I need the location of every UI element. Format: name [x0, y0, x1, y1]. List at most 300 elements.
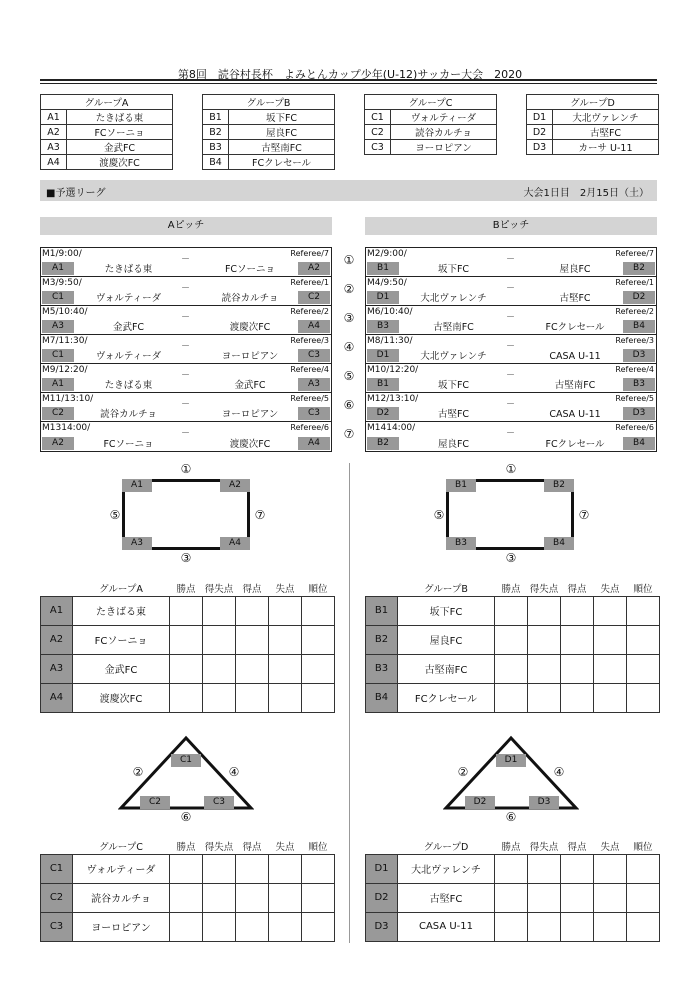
- team-name-right: 読谷カルチョ: [221, 293, 279, 304]
- referee-label: Referee/7: [615, 249, 654, 258]
- col-header: 順位: [308, 583, 328, 595]
- round-number: ③: [343, 311, 355, 325]
- cell[interactable]: [203, 883, 236, 912]
- title-rule: [40, 83, 657, 84]
- team-code: D2: [527, 125, 553, 140]
- cell[interactable]: [528, 625, 561, 654]
- match-number: M8/11:30/: [367, 336, 413, 346]
- cell[interactable]: [236, 683, 269, 712]
- team-code-left: A2: [42, 437, 74, 450]
- title-rule: [40, 79, 657, 81]
- team-code-left: B1: [367, 378, 399, 391]
- team-name: たきばる東: [67, 110, 173, 125]
- round-number: ②: [343, 282, 355, 296]
- team-code: A1: [41, 110, 67, 125]
- referee-label: Referee/6: [615, 423, 654, 432]
- team-code-left: C2: [42, 407, 74, 420]
- cell[interactable]: [302, 683, 335, 712]
- col-header: 得点: [567, 841, 587, 853]
- team-code: A3: [41, 654, 73, 683]
- match-number: M1314:00/: [42, 423, 91, 433]
- standings-group-a: [40, 580, 335, 713]
- corner-label: A1: [122, 479, 152, 492]
- cell[interactable]: [594, 683, 627, 712]
- match-number: M12/13:10/: [367, 394, 419, 404]
- versus-dash: －: [506, 429, 516, 439]
- match-row: [366, 393, 656, 422]
- cell[interactable]: [495, 683, 528, 712]
- team-code-right: C2: [298, 291, 330, 304]
- group-row: [365, 110, 497, 125]
- group-header: グループC: [365, 95, 497, 110]
- group-header: グループB: [203, 95, 335, 110]
- round-number: ④: [343, 340, 355, 354]
- team-name-right: 渡慶次FC: [229, 322, 271, 333]
- cell[interactable]: [236, 625, 269, 654]
- cell[interactable]: [203, 683, 236, 712]
- cell[interactable]: [627, 854, 660, 883]
- section-band: [40, 180, 657, 201]
- versus-dash: －: [181, 255, 191, 265]
- round-marker: ⑦: [254, 508, 266, 522]
- versus-dash: －: [181, 371, 191, 381]
- team-code-right: A4: [298, 320, 330, 333]
- team-name-left: たきばる東: [104, 264, 153, 275]
- cell[interactable]: [594, 654, 627, 683]
- team-code: D1: [527, 110, 553, 125]
- team-name: カーサ U-11: [553, 140, 659, 155]
- cell[interactable]: [561, 654, 594, 683]
- corner-label: A2: [220, 479, 250, 492]
- group-row: [365, 140, 497, 155]
- team-name: ヨーロピアン: [391, 140, 497, 155]
- match-row: [41, 277, 331, 306]
- cell[interactable]: [170, 883, 203, 912]
- table-row: [41, 854, 335, 883]
- cell[interactable]: [561, 912, 594, 941]
- round-marker: ⑤: [433, 508, 445, 522]
- cell[interactable]: [495, 883, 528, 912]
- cell[interactable]: [170, 854, 203, 883]
- cell[interactable]: [170, 912, 203, 941]
- team-name-right: 屋良FC: [559, 264, 591, 275]
- standings-title: グループC: [99, 841, 143, 853]
- team-name-left: ヴォルティーダ: [95, 293, 162, 304]
- cell[interactable]: [627, 654, 660, 683]
- group-table-d: [526, 94, 659, 155]
- team-code: B3: [203, 140, 229, 155]
- cell[interactable]: [561, 625, 594, 654]
- team-code: C3: [41, 912, 73, 941]
- cell[interactable]: [203, 654, 236, 683]
- col-header: 失点: [600, 583, 620, 595]
- match-number: M3/9:50/: [42, 278, 82, 288]
- cell[interactable]: [594, 912, 627, 941]
- cell[interactable]: [594, 883, 627, 912]
- cell[interactable]: [528, 683, 561, 712]
- team-name-right: FCクレセール: [545, 439, 605, 450]
- match-row: [41, 422, 331, 451]
- col-header: 得失点: [529, 841, 559, 853]
- team-code: B3: [366, 654, 398, 683]
- team-code-left: A1: [42, 262, 74, 275]
- match-row: [366, 277, 656, 306]
- cell[interactable]: [302, 854, 335, 883]
- cell[interactable]: [495, 854, 528, 883]
- team-name: 古堅南FC: [398, 654, 495, 683]
- team-name: 大北ヴァレンチ: [553, 110, 659, 125]
- cell[interactable]: [528, 883, 561, 912]
- standings-group-d: [365, 838, 660, 942]
- team-code: B2: [366, 625, 398, 654]
- cell[interactable]: [627, 683, 660, 712]
- match-number: M7/11:30/: [42, 336, 88, 346]
- team-name: 金武FC: [67, 140, 173, 155]
- match-number: M10/12:20/: [367, 365, 419, 375]
- team-code: A2: [41, 625, 73, 654]
- col-header: 勝点: [501, 841, 521, 853]
- cell[interactable]: [236, 654, 269, 683]
- referee-label: Referee/2: [615, 307, 654, 316]
- team-code-right: A2: [298, 262, 330, 275]
- round-marker: ⑥: [180, 810, 192, 824]
- table-row: [41, 625, 335, 654]
- round-marker: ⑦: [578, 508, 590, 522]
- corner-label: C2: [140, 796, 170, 809]
- team-code: D1: [366, 854, 398, 883]
- team-code-right: D3: [623, 349, 655, 362]
- referee-label: Referee/1: [290, 278, 329, 287]
- cell[interactable]: [236, 883, 269, 912]
- cell[interactable]: [528, 596, 561, 625]
- versus-dash: －: [506, 371, 516, 381]
- team-name: FCクレセール: [229, 155, 335, 170]
- team-code: A2: [41, 125, 67, 140]
- team-code-right: B3: [623, 378, 655, 391]
- match-number: M9/12:20/: [42, 365, 88, 375]
- team-name-right: 金武FC: [234, 380, 266, 391]
- cell[interactable]: [561, 596, 594, 625]
- team-code-right: A4: [298, 437, 330, 450]
- round-marker: ②: [132, 765, 144, 779]
- team-name-left: たきばる東: [104, 380, 153, 391]
- team-name-right: 渡慶次FC: [229, 439, 271, 450]
- col-header: 失点: [275, 841, 295, 853]
- cell[interactable]: [302, 883, 335, 912]
- cell[interactable]: [302, 596, 335, 625]
- round-marker: ③: [180, 551, 192, 565]
- col-header: 得失点: [204, 583, 234, 595]
- team-code: C1: [41, 854, 73, 883]
- cell[interactable]: [495, 654, 528, 683]
- col-header: 得点: [242, 583, 262, 595]
- match-row: [366, 306, 656, 335]
- group-row: [203, 125, 335, 140]
- team-name: 読谷カルチョ: [73, 883, 170, 912]
- round-marker: ⑤: [109, 508, 121, 522]
- group-row: [41, 140, 173, 155]
- group-table-a: [40, 94, 173, 170]
- cell[interactable]: [203, 625, 236, 654]
- match-row: [41, 393, 331, 422]
- cell[interactable]: [627, 883, 660, 912]
- group-row: [41, 110, 173, 125]
- team-code: B2: [203, 125, 229, 140]
- cell[interactable]: [594, 596, 627, 625]
- group-row: [203, 140, 335, 155]
- referee-label: Referee/3: [615, 336, 654, 345]
- team-name-right: CASA U-11: [549, 409, 601, 420]
- team-code: C3: [365, 140, 391, 155]
- cell[interactable]: [594, 854, 627, 883]
- standings-title: グループD: [423, 841, 469, 853]
- section-date: 大会1日目 2月15日（土）: [523, 188, 649, 199]
- match-row: [41, 335, 331, 364]
- match-number: M11/13:10/: [42, 394, 94, 404]
- team-name-right: FCクレセール: [545, 322, 605, 333]
- team-code: B1: [203, 110, 229, 125]
- pitch-b-header: Bピッチ: [365, 217, 657, 235]
- referee-label: Referee/4: [615, 365, 654, 374]
- team-name-left: 坂下FC: [437, 264, 470, 275]
- team-name-left: ヴォルティーダ: [95, 351, 162, 362]
- match-row: [366, 364, 656, 393]
- referee-label: Referee/5: [290, 394, 329, 403]
- cell[interactable]: [528, 912, 561, 941]
- group-table-b: [202, 94, 335, 170]
- group-row: [41, 155, 173, 170]
- group-table-c: [364, 94, 497, 155]
- team-name-right: ヨーロピアン: [221, 351, 279, 362]
- versus-dash: －: [506, 255, 516, 265]
- team-name: 大北ヴァレンチ: [398, 854, 495, 883]
- pitch-a-header: Aピッチ: [40, 217, 332, 235]
- versus-dash: －: [181, 400, 191, 410]
- corner-label: B1: [446, 479, 476, 492]
- cell[interactable]: [594, 625, 627, 654]
- match-row: [366, 248, 656, 277]
- team-name: 古堅FC: [553, 125, 659, 140]
- referee-label: Referee/6: [290, 423, 329, 432]
- cell[interactable]: [627, 596, 660, 625]
- group-row: [365, 125, 497, 140]
- table-row: [366, 854, 660, 883]
- col-header: 得失点: [204, 841, 234, 853]
- team-name-right: 古堅FC: [559, 293, 591, 304]
- team-name: ヴォルティーダ: [73, 854, 170, 883]
- team-code: B1: [366, 596, 398, 625]
- team-code-left: B2: [367, 437, 399, 450]
- col-header: 失点: [275, 583, 295, 595]
- cell[interactable]: [627, 625, 660, 654]
- cell[interactable]: [627, 912, 660, 941]
- table-row: [41, 683, 335, 712]
- referee-label: Referee/2: [290, 307, 329, 316]
- group-row: [203, 110, 335, 125]
- table-row: [41, 883, 335, 912]
- group-header: グループD: [527, 95, 659, 110]
- team-name: 読谷カルチョ: [391, 125, 497, 140]
- table-row: [366, 654, 660, 683]
- round-marker: ③: [505, 551, 517, 565]
- team-name: 屋良FC: [398, 625, 495, 654]
- team-name: ヨーロピアン: [73, 912, 170, 941]
- team-name: FCクレセール: [398, 683, 495, 712]
- section-label: ■予選リーグ: [46, 188, 106, 199]
- cell[interactable]: [269, 883, 302, 912]
- cell[interactable]: [170, 596, 203, 625]
- col-header: 得点: [567, 583, 587, 595]
- round-marker: ②: [457, 765, 469, 779]
- cell[interactable]: [561, 883, 594, 912]
- cell[interactable]: [495, 596, 528, 625]
- col-header: 順位: [633, 841, 653, 853]
- team-code: D2: [366, 883, 398, 912]
- cell[interactable]: [302, 625, 335, 654]
- team-name-right: ヨーロピアン: [221, 409, 279, 420]
- table-row: [366, 883, 660, 912]
- round-number: ⑤: [343, 369, 355, 383]
- cell[interactable]: [203, 912, 236, 941]
- column-divider: [349, 463, 350, 943]
- corner-label: C1: [171, 754, 201, 767]
- match-row: [366, 422, 656, 451]
- referee-label: Referee/3: [290, 336, 329, 345]
- table-row: [366, 596, 660, 625]
- referee-label: Referee/7: [290, 249, 329, 258]
- versus-dash: －: [506, 400, 516, 410]
- table-row: [41, 912, 335, 941]
- cell[interactable]: [236, 596, 269, 625]
- cell[interactable]: [236, 912, 269, 941]
- team-name: FCソーニョ: [73, 625, 170, 654]
- team-code: C2: [365, 125, 391, 140]
- team-name-left: 金武FC: [112, 322, 145, 333]
- cell[interactable]: [170, 654, 203, 683]
- table-row: [41, 654, 335, 683]
- team-code-left: A3: [42, 320, 74, 333]
- cell[interactable]: [495, 912, 528, 941]
- team-name-right: FCソーニョ: [224, 264, 276, 275]
- cell[interactable]: [269, 854, 302, 883]
- round-marker: ④: [553, 765, 565, 779]
- team-name-left: 古堅南FC: [433, 322, 474, 333]
- team-name: 渡慶次FC: [67, 155, 173, 170]
- team-code: A4: [41, 683, 73, 712]
- corner-label: D2: [465, 796, 495, 809]
- cell[interactable]: [269, 912, 302, 941]
- referee-label: Referee/4: [290, 365, 329, 374]
- cell[interactable]: [203, 596, 236, 625]
- cell[interactable]: [528, 654, 561, 683]
- team-name: 屋良FC: [229, 125, 335, 140]
- team-code-left: B1: [367, 262, 399, 275]
- team-code-left: B3: [367, 320, 399, 333]
- col-header: 得点: [242, 841, 262, 853]
- cell[interactable]: [269, 596, 302, 625]
- col-header: 順位: [633, 583, 653, 595]
- team-code-right: D3: [623, 407, 655, 420]
- round-marker: ①: [505, 462, 517, 476]
- team-name: 坂下FC: [398, 596, 495, 625]
- cell[interactable]: [561, 683, 594, 712]
- group-row: [41, 125, 173, 140]
- team-code: C1: [365, 110, 391, 125]
- team-name-right: 古堅南FC: [554, 380, 596, 391]
- cell[interactable]: [170, 625, 203, 654]
- cell[interactable]: [269, 625, 302, 654]
- corner-label: A4: [220, 537, 250, 550]
- match-schedule-b: [365, 247, 657, 452]
- cell[interactable]: [561, 854, 594, 883]
- team-name-left: 大北ヴァレンチ: [420, 293, 487, 304]
- team-code: A4: [41, 155, 67, 170]
- team-code-left: D1: [367, 349, 399, 362]
- team-name: CASA U-11: [398, 912, 495, 941]
- team-code-right: B2: [623, 262, 655, 275]
- round-marker: ④: [228, 765, 240, 779]
- cell[interactable]: [302, 654, 335, 683]
- table-row: [41, 596, 335, 625]
- corner-label: A3: [122, 537, 152, 550]
- group-row: [527, 140, 659, 155]
- team-code: A3: [41, 140, 67, 155]
- table-row: [366, 625, 660, 654]
- match-number: M1414:00/: [367, 423, 416, 433]
- cell[interactable]: [203, 854, 236, 883]
- cell[interactable]: [170, 683, 203, 712]
- team-code-left: C1: [42, 349, 74, 362]
- standings-title: グループB: [424, 583, 468, 595]
- group-row: [527, 110, 659, 125]
- round-number: ⑦: [343, 427, 355, 441]
- team-code-right: D2: [623, 291, 655, 304]
- team-name: FCソーニョ: [67, 125, 173, 140]
- team-name-left: FCソーニョ: [103, 439, 154, 450]
- team-name-left: 古堅FC: [437, 409, 470, 420]
- match-number: M5/10:40/: [42, 307, 88, 317]
- versus-dash: －: [506, 284, 516, 294]
- team-name: 古堅南FC: [229, 140, 335, 155]
- col-header: 順位: [308, 841, 328, 853]
- cell[interactable]: [528, 854, 561, 883]
- match-number: M2/9:00/: [367, 249, 407, 259]
- cell[interactable]: [495, 625, 528, 654]
- team-code: D3: [527, 140, 553, 155]
- group-header: グループA: [41, 95, 173, 110]
- team-name-left: 屋良FC: [437, 439, 470, 450]
- versus-dash: －: [506, 342, 516, 352]
- cell[interactable]: [236, 854, 269, 883]
- cell[interactable]: [302, 912, 335, 941]
- corner-label: D3: [529, 796, 559, 809]
- team-name: ヴォルティーダ: [391, 110, 497, 125]
- team-code-left: D2: [367, 407, 399, 420]
- versus-dash: －: [181, 313, 191, 323]
- round-number: ⑥: [343, 398, 355, 412]
- corner-label: D1: [496, 754, 526, 767]
- round-number: ①: [343, 253, 355, 267]
- corner-label: B2: [544, 479, 574, 492]
- col-header: 勝点: [176, 583, 196, 595]
- team-name-right: CASA U-11: [549, 351, 601, 362]
- col-header: 失点: [600, 841, 620, 853]
- match-number: M1/9:00/: [42, 249, 82, 259]
- team-name-left: 読谷カルチョ: [100, 409, 157, 420]
- team-name: 渡慶次FC: [73, 683, 170, 712]
- cell[interactable]: [269, 683, 302, 712]
- cell[interactable]: [269, 654, 302, 683]
